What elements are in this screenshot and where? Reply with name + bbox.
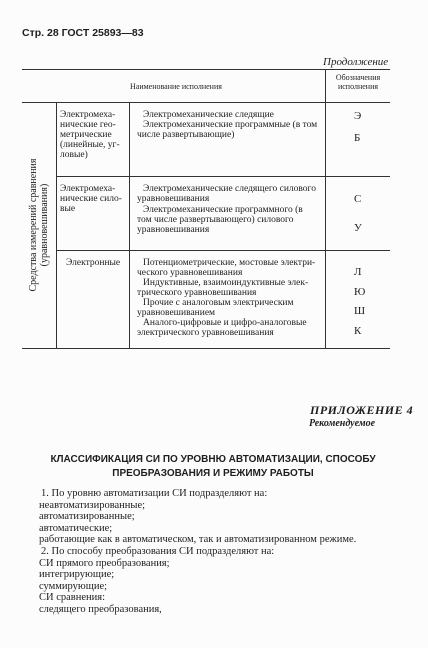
header-bottom-rule bbox=[22, 102, 390, 103]
group-name-geometric: Электромеха- нические гео- метрические (линейные, уг- ловые) bbox=[60, 110, 120, 160]
body-line: СИ прямого преобразования; bbox=[39, 557, 170, 569]
variant-text: Индуктивные, взаимоиндуктивные элек- трического уравновешивания bbox=[137, 278, 309, 298]
group-name-electronic: Электронные bbox=[66, 258, 121, 268]
name-column-rule bbox=[129, 102, 130, 348]
table-top-rule bbox=[22, 69, 390, 70]
code-column-rule bbox=[325, 69, 326, 348]
side-column-rule bbox=[56, 102, 57, 348]
col-name-header: Наименование исполнения bbox=[130, 82, 222, 91]
appendix-subtitle: Рекомендуемое bbox=[309, 418, 376, 429]
variant-text: Потенциометрические, мостовые электри- ческого уравновешивания bbox=[137, 258, 316, 278]
col-code-header: Обозначения исполнения bbox=[335, 73, 381, 91]
variant-text: Электромеханические программного (в том числе развертывающего) силового уравновешивания bbox=[137, 205, 303, 235]
group-divider-2 bbox=[56, 250, 390, 251]
continuation-label: Продолжение bbox=[323, 56, 389, 68]
variant-code: Л bbox=[354, 266, 362, 278]
body-line: работающие как в автоматическом, так и автоматизированном режиме. bbox=[39, 534, 357, 546]
body-line: автоматизированные; bbox=[39, 511, 135, 523]
appendix-title: ПРИЛОЖЕНИЕ 4 bbox=[310, 403, 414, 417]
variant-code: Ю bbox=[354, 286, 366, 298]
body-line: неавтоматизированные; bbox=[39, 499, 146, 511]
variant-code: У bbox=[354, 222, 362, 234]
group-divider-1 bbox=[56, 176, 390, 177]
body-text bbox=[39, 488, 356, 616]
variant-code: С bbox=[354, 193, 362, 205]
variant-code: К bbox=[354, 325, 362, 337]
group-name-force: Электромеха- нические сило- вые bbox=[60, 184, 122, 214]
body-line: 1. По уровню автоматизации СИ подразделяют на: bbox=[41, 488, 268, 499]
body-line: интегрирующие; bbox=[39, 569, 115, 581]
variant-text: Аналого-цифровые и цифро-аналоговые электрического уравновешивания bbox=[137, 318, 307, 338]
body-line: автоматические; bbox=[39, 522, 113, 534]
body-line: суммирующие; bbox=[39, 580, 108, 592]
variant-text: Электромеханические программные (в том числе развертывающие) bbox=[137, 120, 318, 140]
variant-code: Ш bbox=[354, 305, 366, 317]
body-line: СИ сравнения: bbox=[39, 592, 106, 604]
variant-text: Электромеханические следящие bbox=[143, 110, 274, 120]
variant-text: Электромеханические следящего силового уравновешивания bbox=[137, 184, 316, 204]
section-title: КЛАССИФИКАЦИЯ СИ ПО УРОВНЮ АВТОМАТИЗАЦИИ, СПОСОБУ ПРЕОБРАЗОВАНИЯ И РЕЖИМУ РАБОТЫ bbox=[50, 454, 376, 479]
variant-code: Б bbox=[354, 132, 361, 144]
table-bottom-rule bbox=[22, 348, 390, 349]
variant-text: Прочие с аналоговым электрическим уравновешиванием bbox=[137, 298, 294, 318]
page-header: Стр. 28 ГОСТ 25893—83 bbox=[22, 27, 144, 39]
body-line: следящего преобразования, bbox=[39, 603, 162, 615]
variant-code: Э bbox=[354, 110, 362, 122]
body-line: 2. По способу преобразования СИ подразделяют на: bbox=[41, 545, 275, 557]
side-label: Средства измерений сравнения (уравновешивания) bbox=[28, 158, 50, 292]
